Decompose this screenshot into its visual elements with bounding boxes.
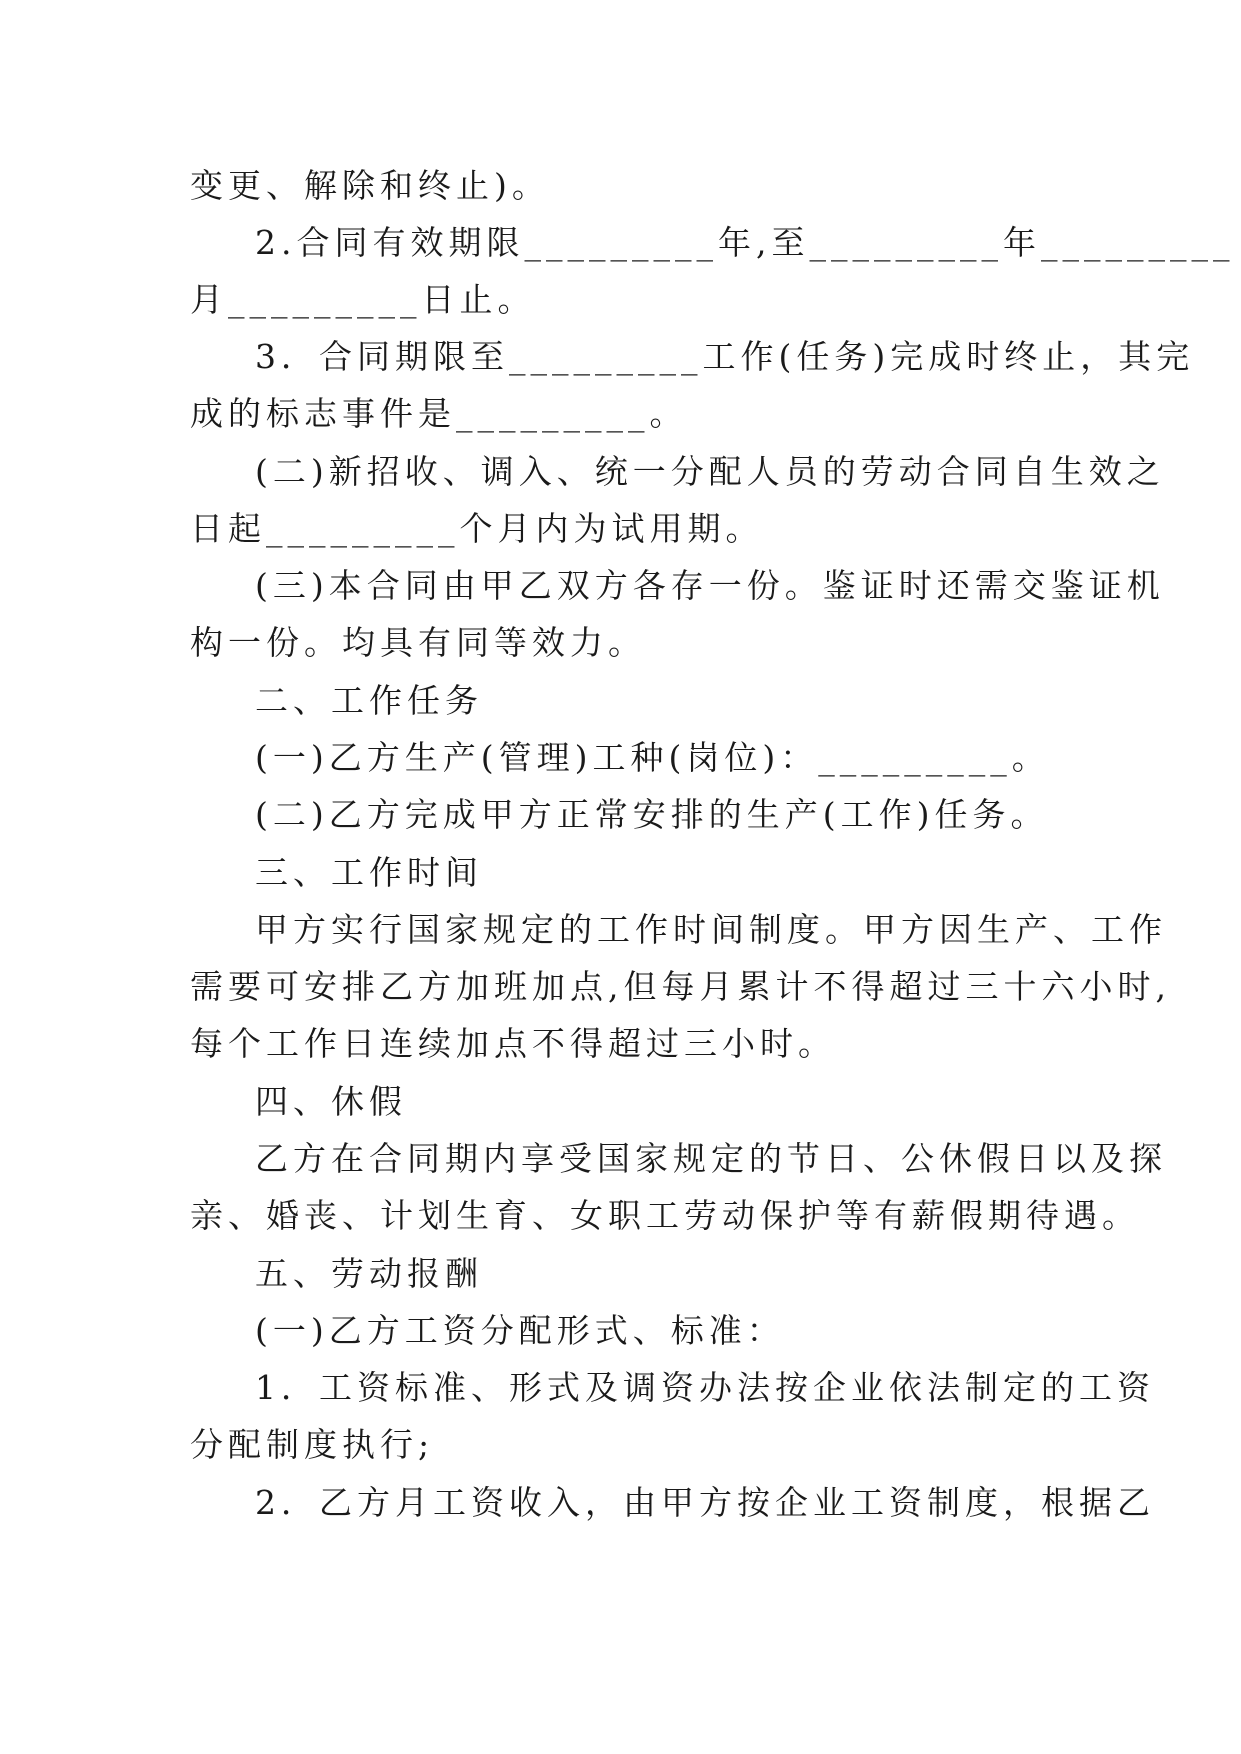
text-line: (二)新招收、调入、统一分配人员的劳动合同自生效之 (255, 452, 1165, 491)
text-line: 月_________日止。 (190, 280, 536, 319)
text-line: 变更、解除和终止)。 (190, 166, 550, 205)
text-line: (二)乙方完成甲方正常安排的生产(工作)任务。 (255, 795, 1049, 834)
section-heading: 三、工作时间 (255, 853, 483, 892)
text-line: 每个工作日连续加点不得超过三小时。 (190, 1024, 836, 1063)
text-line: (一)乙方生产(管理)工种(岗位)：_________。 (255, 738, 1050, 777)
text-line: (三)本合同由甲乙双方各存一份。鉴证时还需交鉴证机 (255, 566, 1165, 605)
section-heading: 四、休假 (255, 1082, 407, 1121)
text-line: 亲、婚丧、计划生育、女职工劳动保护等有薪假期待遇。 (190, 1196, 1140, 1235)
text-line: 分配制度执行; (190, 1425, 435, 1464)
text-line: 甲方实行国家规定的工作时间制度。甲方因生产、工作 (255, 910, 1167, 949)
text-line: 需要可安排乙方加班加点,但每月累计不得超过三十六小时, (190, 967, 1171, 1006)
text-line: 乙方在合同期内享受国家规定的节日、公休假日以及探 (255, 1139, 1167, 1178)
text-line: 3．合同期限至_________工作(任务)完成时终止，其完 (255, 337, 1195, 376)
text-line: 构一份。均具有同等效力。 (190, 623, 646, 662)
text-line: 成的标志事件是_________。 (190, 394, 688, 433)
section-heading: 二、工作任务 (255, 681, 483, 720)
text-line: 2.合同有效期限_________年,至_________年_________ (255, 223, 1235, 262)
text-line: (一)乙方工资分配形式、标准： (255, 1311, 785, 1350)
text-line: 2．乙方月工资收入，由甲方按企业工资制度，根据乙 (255, 1483, 1155, 1522)
text-line: 日起_________个月内为试用期。 (190, 509, 764, 548)
section-heading: 五、劳动报酬 (255, 1254, 483, 1293)
text-line: 1．工资标准、形式及调资办法按企业依法制定的工资 (255, 1368, 1155, 1407)
